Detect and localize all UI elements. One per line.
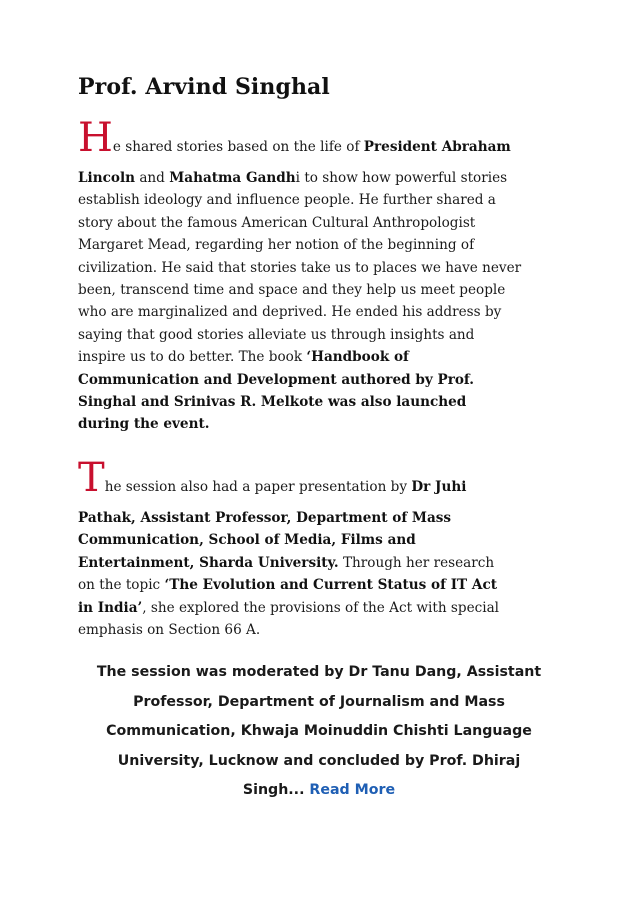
bold-text: ‘The Evolution and Current Status of IT Act: [164, 577, 498, 594]
drop-cap: H: [78, 115, 113, 161]
bold-text: Dr Juhi: [411, 479, 467, 495]
paragraph-line: Margaret Mead, regarding her notion of the beginning of: [78, 237, 475, 254]
read-more-link[interactable]: Read More: [309, 782, 396, 798]
paragraph-line: who are marginalized and deprived. He ended his address by: [78, 304, 502, 321]
paragraph-pathak-presentation: [78, 455, 568, 641]
paragraph-line: emphasis on Section 66 A.: [78, 622, 261, 639]
paragraph-line: establish ideology and influence people. He further shared a: [78, 192, 496, 209]
bold-text: ‘Handbook of: [306, 349, 409, 366]
bold-text: Communication and Development authored by Prof.: [78, 371, 475, 388]
drop-cap: T: [78, 455, 105, 501]
text-run: he session also had a paper presentation by: [104, 479, 412, 495]
paragraph-line: [78, 346, 568, 368]
paragraph-line: [78, 552, 568, 574]
bold-text: Entertainment, Sharda University.: [78, 554, 339, 571]
bold-text: in India’: [78, 599, 143, 616]
summary-line: Professor, Department of Journalism and Mass: [133, 693, 505, 710]
paragraph-line: civilization. He said that stories take us to places we have never: [78, 259, 522, 276]
paragraph-first-line: [78, 115, 568, 167]
paragraph-line: been, transcend time and space and they help us meet people: [78, 282, 506, 299]
bold-text: during the event.: [78, 416, 210, 433]
bold-text: Singhal and Srinivas R. Melkote was also launched: [78, 394, 467, 411]
bold-text: Communication, School of Media, Films and: [78, 532, 416, 549]
summary-line: [78, 776, 560, 806]
text-run: Singh...: [242, 782, 305, 798]
bold-text: Mahatma Gandh: [169, 170, 296, 186]
text-run: e shared stories based on the life of: [112, 139, 364, 155]
paragraph-line: [78, 507, 568, 529]
summary-line: University, Lucknow and concluded by Prof. Dhiraj: [117, 752, 521, 769]
text-run: and: [135, 170, 170, 186]
paragraph-first-line: [78, 455, 568, 507]
paragraph-line: [78, 369, 568, 391]
paragraph-line: [78, 597, 568, 619]
text-run: on the topic: [78, 577, 165, 594]
summary-line: Communication, Khwaja Moinuddin Chishti Language: [106, 723, 532, 739]
summary-line: The session was moderated by Dr Tanu Dang, Assistant: [96, 664, 542, 680]
text-run: Through her research: [338, 554, 495, 571]
bold-text: Pathak, Assistant Professor, Department of Mass: [78, 510, 452, 526]
bold-text: Lincoln: [78, 170, 135, 186]
session-summary: [78, 658, 560, 806]
paragraph-line: [78, 574, 568, 596]
text-run: i to show how powerful stories: [295, 170, 508, 186]
paragraph-line: [78, 167, 568, 189]
paragraph-line: saying that good stories alleviate us through insights and: [78, 326, 475, 343]
paragraph-line: story about the famous American Cultural Anthropologist: [78, 214, 476, 231]
paragraph-line: [78, 413, 568, 435]
paragraph-singhal-address: [78, 115, 568, 436]
article-title: Prof. Arvind Singhal: [78, 74, 330, 100]
paragraph-line: [78, 529, 568, 551]
text-run: , she explored the provisions of the Act with special: [142, 599, 500, 616]
text-run: inspire us to do better. The book: [78, 349, 307, 366]
bold-text: President Abraham: [363, 139, 511, 155]
paragraph-line: [78, 391, 568, 413]
